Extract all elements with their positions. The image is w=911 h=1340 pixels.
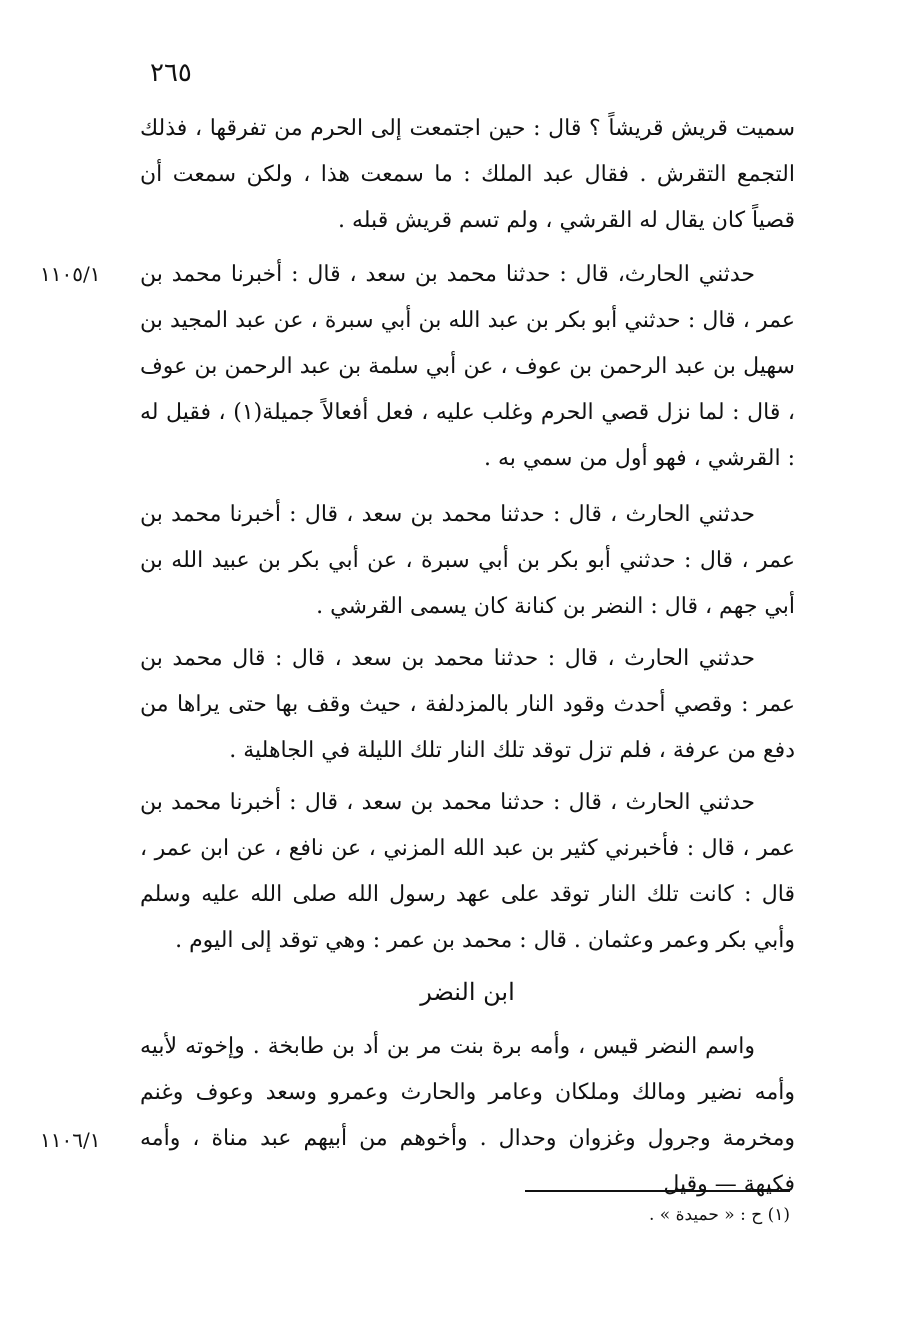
paragraph [140, 780, 795, 964]
margin-reference: ١١٠٦/١ [40, 1128, 101, 1152]
paragraph-text: حدثني الحارث ، قال : حدثنا محمد بن سعد ، قال : أخبرنا محمد بن عمر ، قال : حدثني أبو بكر بن أبي سبرة ، عن أبي بكر بن عبيد الله بن أبي جهم ، قال : النضر بن كنانة كان يسمى القرشي . [140, 502, 795, 619]
paragraph-continuation [140, 106, 795, 244]
paragraph-text: حدثني الحارث، قال : حدثنا محمد بن سعد ، قال : أخبرنا محمد بن عمر ، قال : حدثني أبو بكر بن عبد الله بن أبي سبرة ، عن عبد المجيد بن سهيل بن عبد الرحمن بن عوف ، عن أبي سلمة بن عبد الرحمن بن عوف ، قال : لما نزل قصي الحرم وغلب عليه ، فعل أفعالاً جميلة(١) ، فقيل له : القرشي ، فهو أول من سمي به . [140, 262, 796, 471]
paragraph-text: واسم النضر قيس ، وأمه برة بنت مر بن أد بن طابخة . وإخوته لأبيه وأمه نضير ومالك وملكان وعامر والحارث وعمرو وسعد وعوف وغنم ومخرمة وجرول وغزوان وحدال . وأخوهم من أبيهم عبد مناة ، وأمه فكيهة — وقيل [140, 1034, 795, 1197]
footnote-divider [525, 1190, 790, 1192]
paragraph-text: حدثني الحارث ، قال : حدثنا محمد بن سعد ، قال : قال محمد بن عمر : وقصي أحدث وقود النار بالمزدلفة ، حيث وقف بها حتى يراها من دفع من عرفة ، فلم تزل توقد تلك النار تلك الليلة في الجاهلية . [140, 646, 795, 763]
section-title: ابن النضر [420, 978, 515, 1006]
footnote: (١) ح : « حميدة » . [648, 1205, 790, 1225]
paragraph [140, 636, 795, 774]
page-number: ٢٦٥ [150, 58, 192, 88]
paragraph-text: سميت قريش قريشاً ؟ قال : حين اجتمعت إلى الحرم من تفرقها ، فذلك التجمع التقرش . فقال عبد الملك : ما سمعت هذا ، ولكن سمعت أن قصياً كان يقال له القرشي ، ولم تسم قريش قبله . [140, 116, 795, 233]
margin-reference: ١١٠٥/١ [40, 262, 101, 286]
section-paragraph [140, 1024, 795, 1208]
paragraph-text: حدثني الحارث ، قال : حدثنا محمد بن سعد ، قال : أخبرنا محمد بن عمر ، قال : فأخبرني كثير بن عبد الله المزني ، عن نافع ، عن ابن عمر ، قال : كانت تلك النار توقد على عهد رسول الله صلى الله عليه وسلم وأبي بكر وعمر وعثمان . قال : محمد بن عمر : وهي توقد إلى اليوم . [140, 790, 795, 953]
paragraph [140, 492, 795, 630]
paragraph [140, 252, 795, 482]
